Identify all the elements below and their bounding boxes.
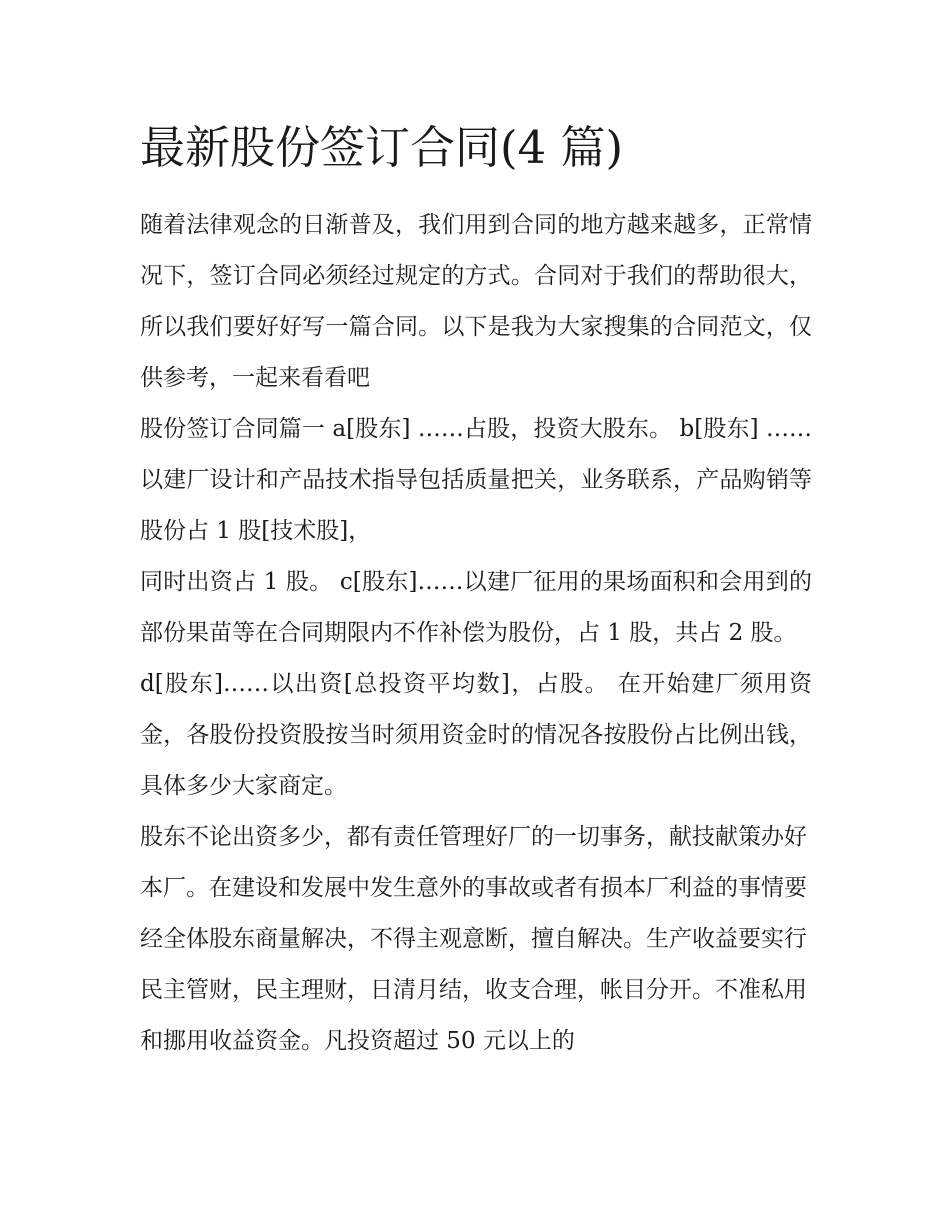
shareholder-d-paragraph: d[股东]……以出资[总投资平均数]，占股。 在开始建厂须用资金，各股份投资股按当时须用资金时的情况各按股份占比例出钱，具体多少大家商定。	[140, 671, 812, 799]
shareholder-c-paragraph: 同时出资占 1 股。 c[股东]……以建厂征用的果场面积和会用到的部份果苗等在合同期限内不作补偿为股份，占 1 股，共占 2 股。	[140, 569, 812, 646]
document-page	[140, 112, 812, 1067]
document-title: 最新股份签订合同(4 篇)	[140, 121, 624, 174]
management-paragraph: 股东不论出资多少，都有责任管理好厂的一切事务，献技献策办好本厂。在建设和发展中发生意外的事故或者有损本厂利益的事情要经全体股东商量解决，不得主观意断，擅自解决。生产收益要实行民主管财，民主理财，日清月结，收支合理，帐目分开。不准私用和挪用收益资金。凡投资超过 50 元以上的	[140, 824, 807, 1054]
shareholder-ab-paragraph: 股份签订合同篇一 a[股东] ……占股，投资大股东。 b[股东] ……以建厂设计和产品技术指导包括质量把关，业务联系，产品购销等股份占 1 股[技术股]，	[140, 416, 812, 544]
intro-paragraph: 随着法律观念的日渐普及，我们用到合同的地方越来越多，正常情况下，签订合同必须经过规定的方式。合同对于我们的帮助很大，所以我们要好好写一篇合同。以下是我为大家搜集的合同范文，仅供参考，一起来看看吧	[140, 212, 812, 391]
